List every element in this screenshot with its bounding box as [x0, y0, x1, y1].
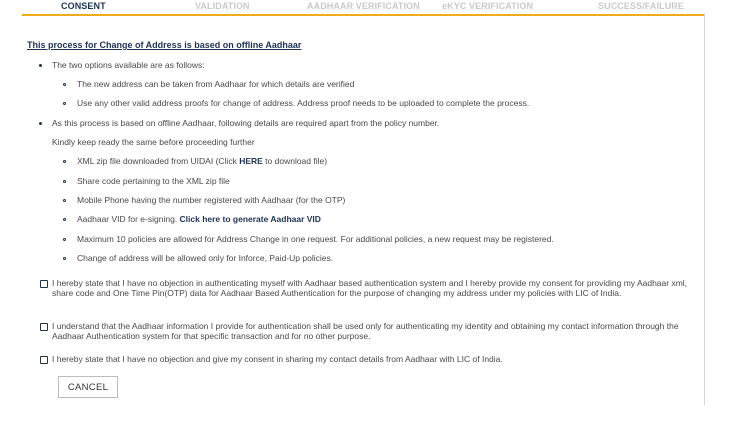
tab-aadhaar-verification[interactable]: AADHAAR VERIFICATION	[307, 1, 420, 11]
sub-bullet	[63, 83, 66, 86]
consent-panel	[22, 0, 705, 405]
tab-consent[interactable]: CONSENT	[61, 1, 106, 11]
option-other-proof: Use any other valid address proofs for change of address. Address proof needs to be uploaded to complete the process.	[77, 98, 530, 108]
stepper-tabs	[22, 0, 705, 16]
xml-zip-text-end: to download file)	[262, 156, 328, 166]
consent-text-1: I hereby state that I have no objection in authenticating myself with Aadhaar based authentication system and I hereby provide my consent for providing my Aadhaar xml, share code and One Time Pin(OTP) data for Aadhaar Based Authentication for the purpose of changing my address under my policies with LIC of India.	[52, 278, 688, 298]
xml-zip-text: XML zip file downloaded from UIDAI (Click	[77, 156, 240, 166]
sub-bullet	[63, 180, 66, 183]
consent-checkbox-1[interactable]	[40, 280, 48, 288]
consent-checkbox-2[interactable]	[40, 323, 48, 331]
vid-text: Aadhaar VID for e-signing.	[77, 214, 180, 224]
sub-bullet	[63, 257, 66, 260]
tab-validation[interactable]: VALIDATION	[195, 1, 250, 11]
tab-success-failure[interactable]: SUCCESS/FAILURE	[598, 1, 685, 11]
xml-zip-item	[77, 156, 327, 166]
consent-text-3: I hereby state that I have no objection and give my consent in sharing my contact details from Aadhaar with LIC of India.	[52, 354, 503, 364]
option-aadhaar-address: The new address can be taken from Aadhaar for which details are verified	[77, 79, 355, 89]
share-code-item: Share code pertaining to the XML zip file	[77, 176, 230, 186]
sub-bullet	[63, 102, 66, 105]
sub-bullet	[63, 160, 66, 163]
max-policies-item: Maximum 10 policies are allowed for Address Change in one request. For additional policies, a new request may be registered.	[77, 234, 554, 244]
consent-text-2: I understand that the Aadhaar information I provide for authentication shall be used only for authenticating my identity and obtaining my contact information through the Aadhaar Authentication system for that specific transaction and for no other purpose.	[52, 321, 679, 341]
sub-bullet	[63, 238, 66, 241]
generate-vid-link[interactable]: Click here to generate Aadhaar VID	[179, 214, 321, 224]
sub-bullet	[63, 218, 66, 221]
keep-ready-note: Kindly keep ready the same before proceeding further	[52, 137, 255, 147]
cancel-button[interactable]: CANCEL	[58, 376, 118, 398]
options-intro: The two options available are as follows:	[52, 60, 205, 70]
offline-aadhaar-requirements: As this process is based on offline Aadhaar, following details are required apart from the policy number.	[52, 118, 440, 128]
vid-item	[77, 214, 321, 224]
bullet-dot	[39, 64, 42, 67]
download-here-link[interactable]: HERE	[239, 156, 263, 166]
consent-checkbox-3[interactable]	[40, 356, 48, 364]
mobile-item: Mobile Phone having the number registered with Aadhaar (for the OTP)	[77, 195, 346, 205]
tab-ekyc-verification[interactable]: eKYC VERIFICATION	[442, 1, 534, 11]
sub-bullet	[63, 199, 66, 202]
inforce-item: Change of address will be allowed only for Inforce, Paid-Up policies.	[77, 253, 334, 263]
process-heading: This process for Change of Address is based on offline Aadhaar	[27, 40, 302, 50]
bullet-dot	[39, 122, 42, 125]
